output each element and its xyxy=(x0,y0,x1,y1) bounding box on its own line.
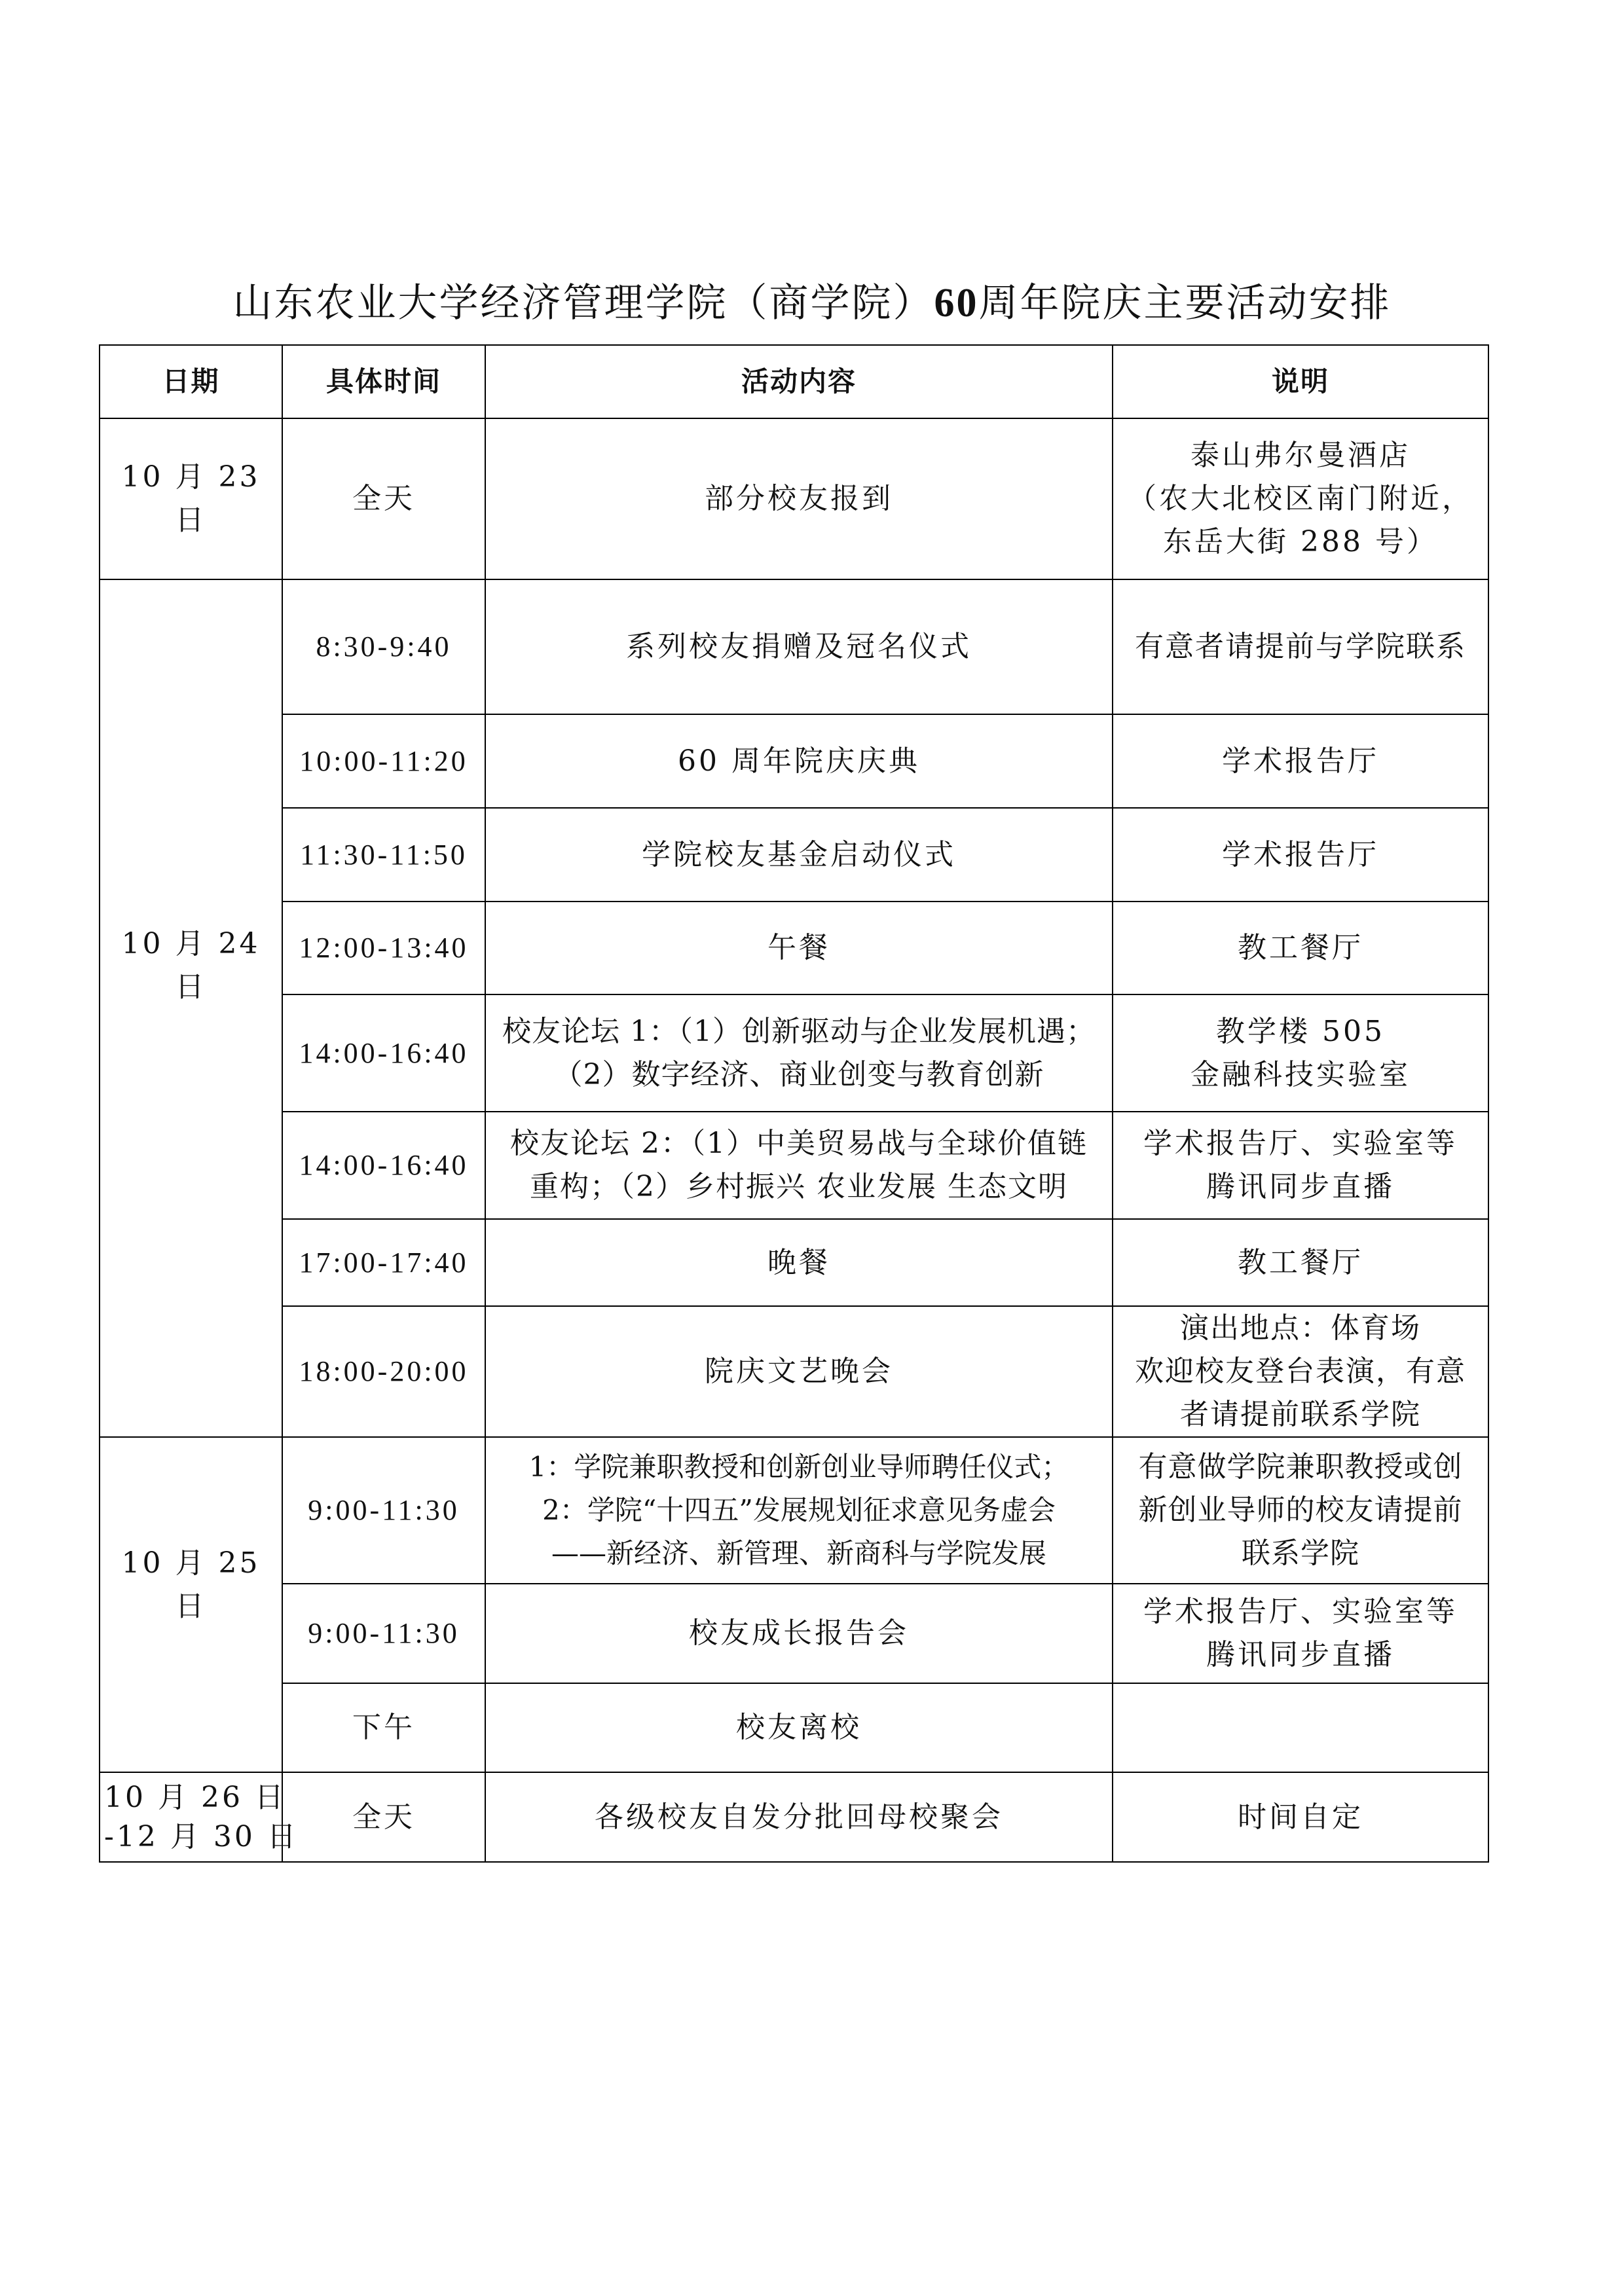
content-cell xyxy=(485,579,1113,714)
content-line: 学院校友基金启动仪式 xyxy=(642,837,956,871)
content-line: （2）数字经济、商业创变与教育创新 xyxy=(553,1057,1044,1091)
page-title xyxy=(98,272,1526,328)
note-cell xyxy=(1113,902,1488,994)
time-cell: 11:30-11:50 xyxy=(282,808,485,902)
content-cell xyxy=(485,902,1113,994)
date-line: -12 月 30 日 xyxy=(104,1819,299,1853)
note-cell xyxy=(1113,994,1488,1112)
note-cell xyxy=(1113,1306,1488,1437)
time-cell: 10:00-11:20 xyxy=(282,714,485,808)
content-line: 校友论坛 1：（1）创新驱动与企业发展机遇； xyxy=(502,1014,1096,1048)
note-line: 联系学院 xyxy=(1242,1537,1359,1570)
table-header-row xyxy=(100,345,1488,418)
content-cell xyxy=(485,1306,1113,1437)
note-line: 金融科技实验室 xyxy=(1190,1057,1411,1091)
content-line: 部分校友报到 xyxy=(705,482,893,515)
content-cell xyxy=(485,1112,1113,1219)
content-cell xyxy=(485,1584,1113,1683)
content-line: ——新经济、新管理、新商科与学院发展 xyxy=(551,1537,1046,1569)
date-cell xyxy=(100,1772,299,1862)
header-date: 日期 xyxy=(100,345,282,418)
note-line: 有意做学院兼职教授或创 xyxy=(1138,1450,1463,1484)
title-text: 山东农业大学经济管理学院（商学院） xyxy=(232,280,934,326)
note-cell xyxy=(1113,1584,1488,1683)
content-cell xyxy=(485,1219,1113,1306)
note-cell xyxy=(1113,579,1488,714)
table-row xyxy=(100,1584,1488,1683)
time-cell: 8:30-9:40 xyxy=(282,579,485,714)
header-note: 说明 xyxy=(1113,345,1488,418)
table-row xyxy=(100,1437,1488,1584)
table-row xyxy=(100,1219,1488,1306)
note-line: 演出地点：体育场 xyxy=(1180,1311,1421,1345)
time-cell: 18:00-20:00 xyxy=(282,1306,485,1437)
note-cell xyxy=(1113,1683,1488,1772)
note-line: 有意者请提前与学院联系 xyxy=(1135,630,1466,663)
content-line: 各级校友自发分批回母校聚会 xyxy=(595,1800,1003,1834)
note-line: 新创业导师的校友请提前 xyxy=(1138,1493,1463,1527)
header-content: 活动内容 xyxy=(485,345,1113,418)
note-line: 泰山弗尔曼酒店 xyxy=(1190,439,1411,472)
content-line: 1：学院兼职教授和创新创业导师聘任仪式； xyxy=(528,1451,1069,1483)
table-row xyxy=(100,579,1488,714)
table-row xyxy=(100,1306,1488,1437)
time-cell: 9:00-11:30 xyxy=(282,1584,485,1683)
note-line: 教工餐厅 xyxy=(1238,931,1363,964)
date-cell: 10 月 24 日 xyxy=(100,579,282,1437)
time-cell: 12:00-13:40 xyxy=(282,902,485,994)
date-line: 10 月 26 日 xyxy=(104,1780,286,1814)
note-line: 腾讯同步直播 xyxy=(1206,1170,1395,1203)
table-row xyxy=(100,994,1488,1112)
content-line: 院庆文艺晚会 xyxy=(705,1355,893,1388)
note-line: 欢迎校友登台表演，有意 xyxy=(1135,1355,1466,1388)
note-cell xyxy=(1113,1772,1488,1862)
note-cell xyxy=(1113,1219,1488,1306)
schedule-table xyxy=(99,344,1489,1863)
note-cell xyxy=(1113,1437,1488,1584)
content-cell xyxy=(485,1683,1113,1772)
content-line: 校友成长报告会 xyxy=(689,1616,909,1650)
time-cell: 14:00-16:40 xyxy=(282,1112,485,1219)
time-cell: 全天 xyxy=(282,1772,485,1862)
title-number: 60 xyxy=(934,281,979,325)
note-line: 教工餐厅 xyxy=(1238,1245,1363,1279)
note-line: （农大北校区南门附近， xyxy=(1128,482,1473,515)
content-cell xyxy=(485,808,1113,902)
content-line: 系列校友捐赠及冠名仪式 xyxy=(626,630,972,663)
time-cell: 9:00-11:30 xyxy=(282,1437,485,1584)
table-row xyxy=(100,808,1488,902)
content-line: 2：学院“十四五”发展规划征求意见务虚会 xyxy=(542,1494,1056,1526)
note-line: 腾讯同步直播 xyxy=(1206,1638,1395,1671)
table-row xyxy=(100,1683,1488,1772)
date-cell: 10 月 23 日 xyxy=(100,418,282,579)
content-line: 校友离校 xyxy=(736,1711,862,1744)
title-text-end: 周年院庆主要活动安排 xyxy=(978,280,1392,326)
note-line: 学术报告厅 xyxy=(1222,837,1379,871)
content-cell xyxy=(485,714,1113,808)
content-line: 晚餐 xyxy=(767,1245,830,1279)
note-line: 学术报告厅、实验室等 xyxy=(1143,1127,1458,1160)
content-cell xyxy=(485,418,1113,579)
note-line: 时间自定 xyxy=(1238,1800,1363,1834)
table-row xyxy=(100,1112,1488,1219)
time-cell: 全天 xyxy=(282,418,485,579)
table-row xyxy=(100,902,1488,994)
note-cell xyxy=(1113,418,1488,579)
time-cell: 17:00-17:40 xyxy=(282,1219,485,1306)
note-line: 教学楼 505 xyxy=(1216,1014,1385,1048)
note-cell xyxy=(1113,1112,1488,1219)
note-cell xyxy=(1113,808,1488,902)
table-row xyxy=(100,1772,1488,1862)
date-cell: 10 月 25 日 xyxy=(100,1437,282,1772)
table-row xyxy=(100,418,1488,579)
content-line: 午餐 xyxy=(767,931,830,964)
note-cell xyxy=(1113,714,1488,808)
content-line: 60 周年院庆庆典 xyxy=(678,744,920,778)
note-line: 学术报告厅、实验室等 xyxy=(1143,1595,1458,1628)
content-cell xyxy=(485,1437,1113,1584)
note-line: 东岳大街 288 号） xyxy=(1163,525,1438,558)
time-cell: 14:00-16:40 xyxy=(282,994,485,1112)
time-cell: 下午 xyxy=(282,1683,485,1772)
content-cell xyxy=(485,994,1113,1112)
note-line: 者请提前联系学院 xyxy=(1180,1398,1421,1431)
header-time: 具体时间 xyxy=(282,345,485,418)
content-line: 校友论坛 2：（1）中美贸易战与全球价值链 xyxy=(510,1127,1088,1160)
table-row xyxy=(100,714,1488,808)
note-line: 学术报告厅 xyxy=(1222,744,1379,778)
content-line: 重构；（2）乡村振兴 农业发展 生态文明 xyxy=(530,1170,1068,1203)
content-cell xyxy=(485,1772,1113,1862)
